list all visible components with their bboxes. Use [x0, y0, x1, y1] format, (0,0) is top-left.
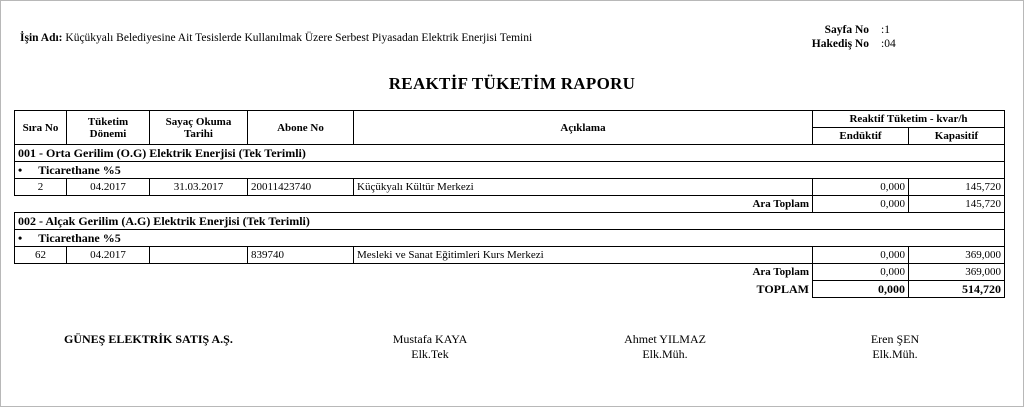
section-title: 002 - Alçak Gerilim (A.G) Elektrik Enerjisi (Tek Terimli): [15, 213, 1005, 230]
total-kapasitif: 514,720: [909, 281, 1005, 298]
page-value: :1: [881, 24, 890, 36]
report-table: [14, 110, 1005, 298]
table-row: [15, 179, 1005, 196]
section-subtitle: Ticarethane %5: [38, 163, 121, 177]
section-title: 001 - Orta Gerilim (O.G) Elektrik Enerjisi (Tek Terimli): [15, 145, 1005, 162]
page-label: Sayfa No: [824, 24, 869, 36]
cell-aciklama: Küçükyalı Kültür Merkezi: [354, 179, 813, 196]
col-sayac-okuma-tarihi: Sayaç Okuma Tarihi: [150, 111, 248, 145]
report-title: REAKTİF TÜKETİM RAPORU: [388, 74, 636, 93]
col-kapasitif: Kapasitif: [909, 128, 1005, 145]
job-label: İşin Adı:: [20, 32, 63, 44]
cell-sira: 2: [15, 179, 67, 196]
signature-block-1: [370, 332, 490, 362]
cell-tarih: [150, 247, 248, 264]
bullet-icon: •: [18, 231, 23, 245]
cell-tarih: 31.03.2017: [150, 179, 248, 196]
company-signature: [64, 332, 233, 347]
cell-enduktif: 0,000: [813, 179, 909, 196]
cell-enduktif: 0,000: [813, 247, 909, 264]
bullet-icon: •: [18, 163, 23, 177]
cell-sira: 62: [15, 247, 67, 264]
col-enduktif: Endüktif: [813, 128, 909, 145]
col-abone-no: Abone No: [248, 111, 354, 145]
col-reaktif-group: Reaktif Tüketim - kvar/h: [813, 111, 1005, 128]
job-name-line: [20, 32, 532, 44]
table-row: [15, 247, 1005, 264]
signature-title: Elk.Müh.: [642, 347, 688, 361]
cell-aciklama: Mesleki ve Sanat Eğitimleri Kurs Merkezi: [354, 247, 813, 264]
section-subtitle-row: [15, 162, 1005, 179]
section-subtitle-row: [15, 230, 1005, 247]
col-sira-no: Sıra No: [15, 111, 67, 145]
signature-name: Ahmet YILMAZ: [624, 332, 706, 346]
subtotal-enduktif: 0,000: [813, 264, 909, 281]
cell-donem: 04.2017: [67, 247, 150, 264]
report-meta: [803, 23, 896, 51]
total-enduktif: 0,000: [813, 281, 909, 298]
cell-kapasitif: 369,000: [909, 247, 1005, 264]
col-aciklama: Açıklama: [354, 111, 813, 145]
signature-title: Elk.Tek: [411, 347, 449, 361]
signature-block-3: [835, 332, 955, 362]
cell-donem: 04.2017: [67, 179, 150, 196]
job-name: Küçükyalı Belediyesine Ait Tesislerde Kullanılmak Üzere Serbest Piyasadan Elektrik Enerjisi Temini: [65, 32, 533, 44]
subtotal-kapasitif: 145,720: [909, 196, 1005, 213]
signature-title: Elk.Müh.: [872, 347, 918, 361]
cell-abone: 20011423740: [248, 179, 354, 196]
subtotal-enduktif: 0,000: [813, 196, 909, 213]
cell-kapasitif: 145,720: [909, 179, 1005, 196]
company-name: GÜNEŞ ELEKTRİK SATIŞ A.Ş.: [64, 332, 233, 346]
signature-name: Mustafa KAYA: [392, 332, 468, 346]
subtotal-label: Ara Toplam: [752, 198, 809, 210]
signature-block-2: [600, 332, 730, 362]
col-tuketim-donemi: Tüketim Dönemi: [67, 111, 150, 145]
total-label: TOPLAM: [756, 282, 809, 296]
subtotal-label: Ara Toplam: [752, 266, 809, 279]
progress-label: Hakediş No: [811, 38, 869, 50]
signature-name: Eren ŞEN: [870, 332, 920, 346]
section-subtitle: Ticarethane %5: [38, 231, 121, 245]
progress-value: :04: [881, 38, 896, 50]
subtotal-kapasitif: 369,000: [909, 264, 1005, 281]
cell-abone: 839740: [248, 247, 354, 264]
